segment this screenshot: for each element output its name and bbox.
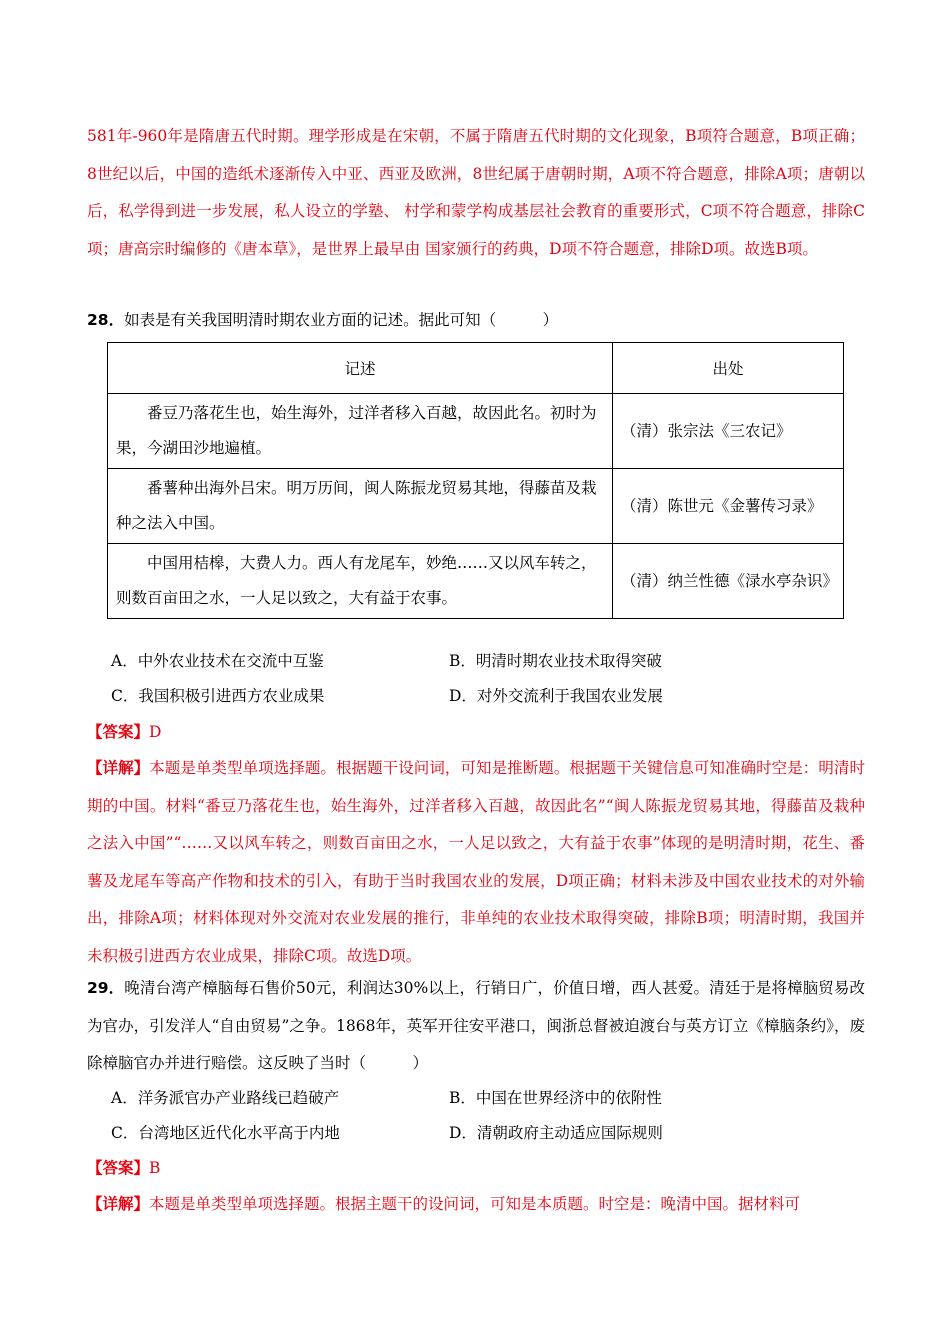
option-b: B．中国在世界经济中的依附性 [449,1089,662,1107]
explanation-tag: 【详解】 [87,758,150,777]
question-text: 如表是有关我国明清时期农业方面的记述。据此可知（ ） [124,311,559,329]
table-cell-record: 番豆乃落花生也，始生海外，过洋者移入百越，故因此名。初时为果，今湖田沙地遍植。 [108,394,613,469]
table-header-cell: 出处 [613,343,844,394]
option-d: D．清朝政府主动适应国际规则 [449,1124,663,1142]
table-cell-source: （清）陈世元《金薯传习录》 [613,469,844,544]
option-c: C．我国积极引进西方农业成果 [111,687,325,705]
explanation-tag: 【详解】 [87,1194,150,1213]
option-d: D．对外交流利于我国农业发展 [449,687,663,705]
answer-value: D [149,723,162,741]
option-a: A．中外农业技术在交流中互鉴 [111,652,324,670]
answer-line [87,713,865,752]
option-a: A．洋务派官办产业路线已趋破产 [111,1089,340,1107]
explanation-29 [87,1185,865,1224]
table-cell-record: 中国用桔槔，大费人力。西人有龙尾车，妙绝……又以风车转之，则数百亩田之水，一人足以致之，大有益于农事。 [108,544,613,619]
question-29-stem [87,970,865,1083]
explanation-text: 本题是单类型单项选择题。根据题干设问词，可知是推断题。根据题干关键信息可知准确时空是：明清时期的中国。材料“番豆乃落花生也，始生海外，过洋者移入百越，故因此名”“闽人陈振龙贸易其地，得藤苗及栽种之法入中国”“……又以风车转之，则数百亩田之水，一人足以致之，大有益于农事”体现的是明清时期，花生、番薯及龙尾车等高产作物和技术的引入，有助于当时我国农业的发展，D项正确；材料未涉及中国农业技术的对外输出，排除A项；材料体现对外交流对农业发展的推行，非单纯的农业技术取得突破，排除B项；明清时期，我国并未积极引进西方农业成果，排除C项。故选D项。 [87,759,865,965]
answer-tag: 【答案】 [87,722,150,741]
question-text: 晚清台湾产樟脑每石售价50元，利润达30%以上，行销日广，价值日增，西人甚爱。清廷于是将樟脑贸易改为官办，引发洋人“自由贸易”之争。1868年，英军开往安平港口，闽浙总督被迫渡台与英方订立《樟脑条约》，废除樟脑官办并进行赔偿。这反映了当时（ ） [87,979,865,1072]
table-row [108,469,844,544]
table-cell-source: （清）纳兰性德《渌水亭杂识》 [613,544,844,619]
question-28-stem [87,302,865,340]
answer-tag: 【答案】 [87,1158,150,1177]
explanation-text: 本题是单类型单项选择题。根据主题干的设问词，可知是本质题。时空是：晚清中国。据材料可 [149,1195,801,1213]
table-header-cell: 记述 [108,343,613,394]
previous-question-explanation: 581年-960年是隋唐五代时期。理学形成是在宋朝，不属于隋唐五代时期的文化现象，B项符合题意，B项正确；8世纪以后，中国的造纸术逐渐传入中亚、西亚及欧洲，8世纪属于唐朝时期，A项不符合题意，排除A项；唐朝以后，私学得到进一步发展，私人设立的学塾、 村学和蒙学构成基层社会教育的重要形式，C项不符合题意，排除C项；唐高宗时编修的《唐本草》，是世界上最早由 国家颁行的药典，D项不符合题意，排除D项。故选B项。 [87,127,865,258]
table-row [108,544,844,619]
table-cell-record: 番薯种出海外吕宋。明万历间，闽人陈振龙贸易其地，得藤苗及栽种之法入中国。 [108,469,613,544]
answer-line [87,1149,865,1188]
table-header-row [108,343,844,394]
table-row [108,394,844,469]
answer-value: B [149,1159,161,1177]
question-number: 29． [87,979,125,997]
option-c: C．台湾地区近代化水平高于内地 [111,1124,340,1142]
question-number: 28． [87,311,125,329]
explanation-28 [87,749,865,975]
records-table [107,342,844,619]
option-b: B．明清时期农业技术取得突破 [449,652,662,670]
table-cell-source: （清）张宗法《三农记》 [613,394,844,469]
